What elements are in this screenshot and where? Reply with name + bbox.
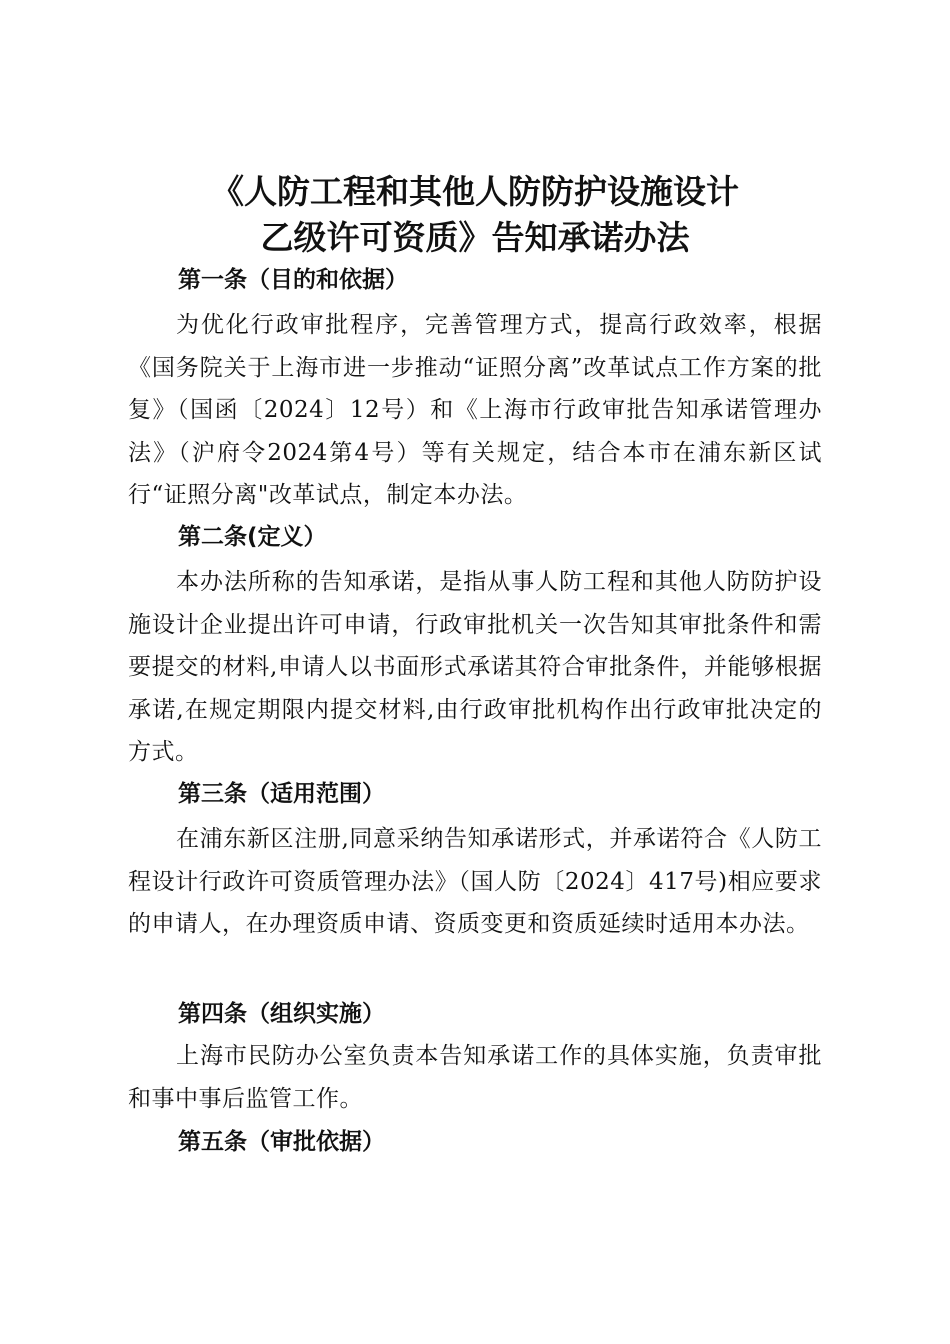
article-4-body: 上海市民防办公室负责本告知承诺工作的具体实施，负责审批和事中事后监管工作。 <box>128 1043 822 1112</box>
article-5-heading: 第五条（审批依据） <box>178 1129 385 1155</box>
article-3-body: 在浦东新区注册,同意采纳告知承诺形式，并承诺符合《人防工程设计行政许可资质管理办法》（国人防〔2024〕417号)相应要求的申请人，在办理资质申请、资质变更和资质延续时适用本办法。 <box>128 826 822 937</box>
document-title-line-1: 《人防工程和其他人防防护设施设计 <box>211 172 739 211</box>
article-2-body: 本办法所称的告知承诺，是指从事人防工程和其他人防防护设施设计企业提出许可申请，行政审批机关一次告知其审批条件和需要提交的材料,申请人以书面形式承诺其符合审批条件，并能够根据承诺,在规定期限内提交材料,由行政审批机构作出行政审批决定的方式。 <box>128 569 822 765</box>
article-1-heading: 第一条（目的和依据） <box>178 267 408 293</box>
document-title-line-2: 乙级许可资质》告知承诺办法 <box>260 218 690 257</box>
article-2-heading: 第二条(定义） <box>178 524 327 550</box>
article-4-heading: 第四条（组织实施） <box>178 1001 385 1027</box>
article-3-heading: 第三条（适用范围） <box>178 781 385 807</box>
article-1-body: 为优化行政审批程序，完善管理方式，提高行政效率，根据《国务院关于上海市进一步推动“证照分离”改革试点工作方案的批复》（国函〔2024〕12号）和《上海市行政审批告知承诺管理办法》（沪府令2024第4号）等有关规定，结合本市在浦东新区试行“证照分离"改革试点，制定本办法。 <box>128 312 822 508</box>
